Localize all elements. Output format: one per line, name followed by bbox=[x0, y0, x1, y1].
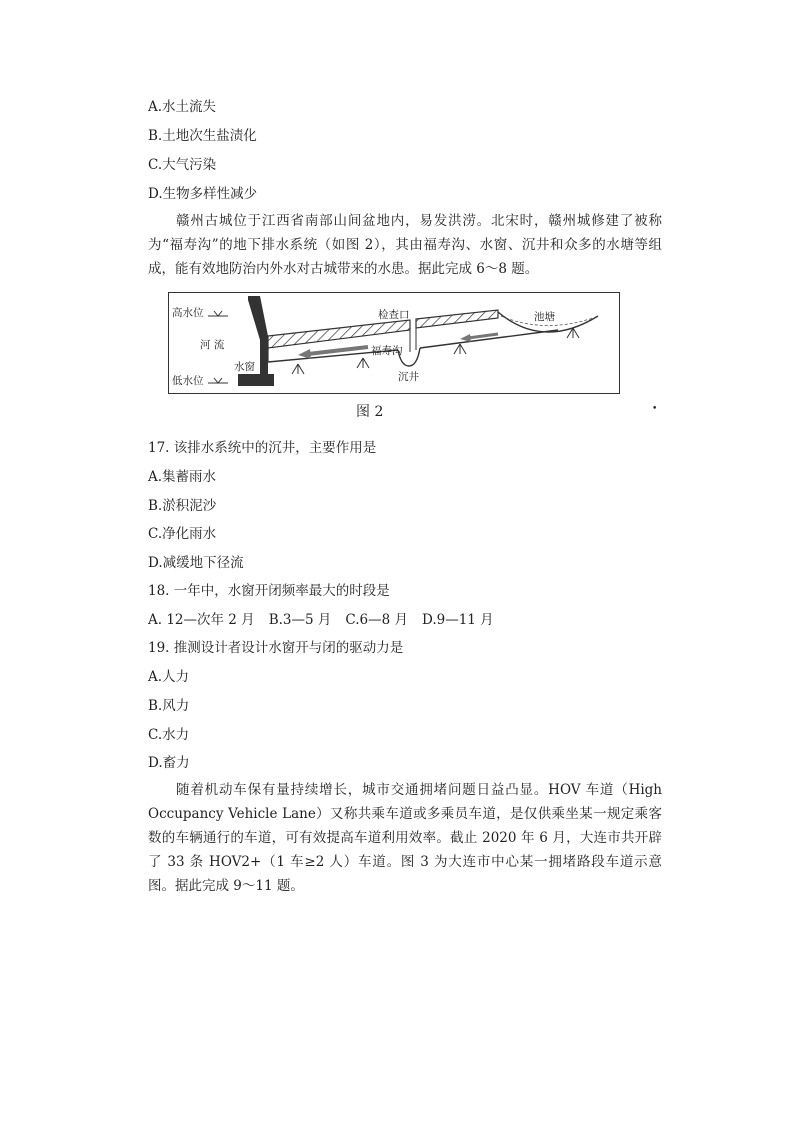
pipe-upper-right bbox=[416, 310, 498, 328]
figure-caption: 图 2 bbox=[356, 404, 384, 420]
q18-option-c: C.6—8 月 bbox=[345, 612, 408, 628]
q18-options bbox=[148, 610, 508, 630]
figure-2-drainage-diagram bbox=[168, 292, 620, 394]
q18-option-b: B.3—5 月 bbox=[268, 612, 332, 628]
q17-option-c: C.净化雨水 bbox=[148, 526, 217, 542]
prev-option-a: A.水土流失 bbox=[148, 99, 217, 115]
stray-dot: • bbox=[652, 404, 658, 414]
passage-ganzhou: 赣州古城位于江西省南部山间盆地内，易发洪涝。北宋时，赣州城修建了被称为“福寿沟”的地下排水系统（如图 2），其由福寿沟、水窗、沉井和众多的水塘等组成，能有效地防治内外水对古城带来的水患。据此完成 6～8 题。 bbox=[148, 213, 662, 277]
q17-option-a: A.集蓄雨水 bbox=[148, 469, 217, 485]
pipe-upper-left bbox=[268, 320, 410, 348]
prev-option-b: B.土地次生盐渍化 bbox=[148, 128, 257, 144]
q17-option-b: B.淤积泥沙 bbox=[148, 498, 217, 514]
label-high-water: 高水位 bbox=[172, 307, 204, 319]
label-river: 河 流 bbox=[200, 339, 225, 351]
label-water-window: 水窗 bbox=[234, 361, 255, 373]
prev-option-c: C.大气污染 bbox=[148, 157, 217, 173]
wall-foundation bbox=[238, 374, 274, 386]
drainage-diagram-svg bbox=[168, 292, 620, 394]
q17-option-d: D.减缓地下径流 bbox=[148, 555, 244, 571]
figure-frame bbox=[169, 293, 620, 394]
label-shaft: 沉井 bbox=[398, 371, 419, 383]
label-pond: 池塘 bbox=[534, 311, 555, 323]
q18-stem: 18. 一年中，水窗开闭频率最大的时段是 bbox=[148, 583, 390, 599]
q19-option-b: B.风力 bbox=[148, 698, 190, 714]
q18-option-a: A. 12—次年 2 月 bbox=[148, 612, 255, 628]
q19-option-c: C.水力 bbox=[148, 727, 190, 743]
flow-arrow-left bbox=[298, 349, 311, 359]
q19-option-d: D.畜力 bbox=[148, 755, 190, 771]
q19-option-a: A.人力 bbox=[148, 669, 190, 685]
passage-hov-lane: 随着机动车保有量持续增长，城市交通拥堵问题日益凸显。HOV 车道（High Occupancy Vehicle Lane）又称共乘车道或多乘员车道，是仅供乘坐某一规定乘客数的车辆通行的车道，可有效提高车道利用效率。截止 2020 年 6 月，大连市共开辟了 33 条 HOV2+（1 车≥2 人）车道。图 3 为大连市中心某一拥堵路段车道示意图。据此完成 9～11 题。 bbox=[148, 782, 662, 894]
q18-option-d: D.9—11 月 bbox=[421, 612, 494, 628]
label-low-water: 低水位 bbox=[172, 375, 204, 387]
prev-option-d: D.生物多样性减少 bbox=[148, 186, 258, 202]
q19-stem: 19. 推测设计者设计水窗开与闭的驱动力是 bbox=[148, 640, 404, 656]
flow-arrow-right bbox=[460, 334, 471, 342]
label-inspection: 检查口 bbox=[378, 309, 410, 321]
q17-stem: 17. 该排水系统中的沉井，主要作用是 bbox=[148, 440, 377, 456]
label-fushougou: 福寿沟 bbox=[371, 345, 403, 357]
